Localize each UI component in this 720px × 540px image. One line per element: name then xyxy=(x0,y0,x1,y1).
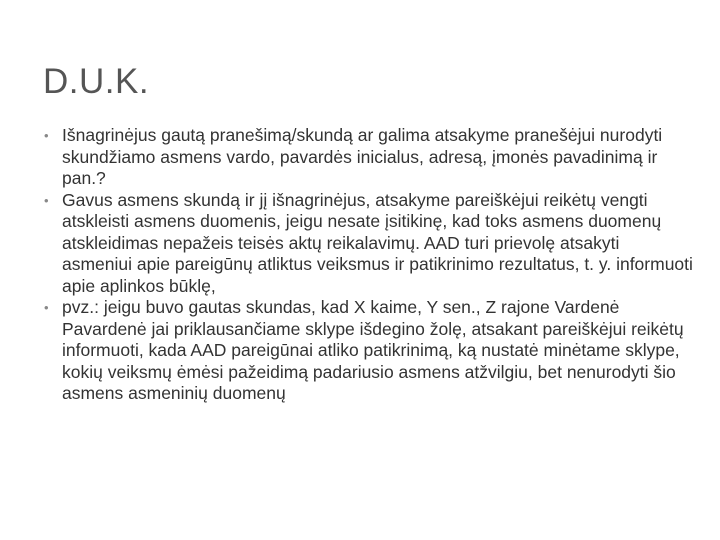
bullet-list xyxy=(44,125,694,405)
bullet-icon: • xyxy=(44,128,49,143)
bullet-text: pvz.: jeigu buvo gautas skundas, kad X kaime, Y sen., Z rajone Vardenė Pavardenė jai priklausančiame sklype išdegino žolę, atsakant pareiškėjui reikėtų informuoti, kada AAD pareigūnai atliko patikrinimą, ką nustatė minėtame sklype, kokių veiksmų ėmėsi pažeidimą padariusio asmens atžvilgiu, bet nenurodyti šio asmens asmeninių duomenų xyxy=(62,297,684,403)
bullet-text: Gavus asmens skundą ir jį išnagrinėjus, atsakyme pareiškėjui reikėtų vengti atskleisti asmens duomenis, jeigu nesate įsitikinę, kad toks asmens duomenų atskleidimas nepažeis teisės aktų reikalavimų. AAD turi prievolę atsakyti asmeniui apie pareigūnų atliktus veiksmus ir patikrinimo rezultatus, t. y. informuoti apie aplinkos būklę, xyxy=(62,189,693,296)
bullet-item xyxy=(44,125,694,190)
bullet-item xyxy=(44,190,694,298)
slide-title: D.U.K. xyxy=(43,62,150,101)
bullet-text: Išnagrinėjus gautą pranešimą/skundą ar galima atsakyme pranešėjui nurodyti skundžiamo asmens vardo, pavardės inicialus, adresą, įmonės pavadinimą ir pan.? xyxy=(62,125,663,188)
bullet-icon: • xyxy=(44,300,49,315)
bullet-item xyxy=(44,297,694,405)
bullet-icon: • xyxy=(44,192,49,208)
